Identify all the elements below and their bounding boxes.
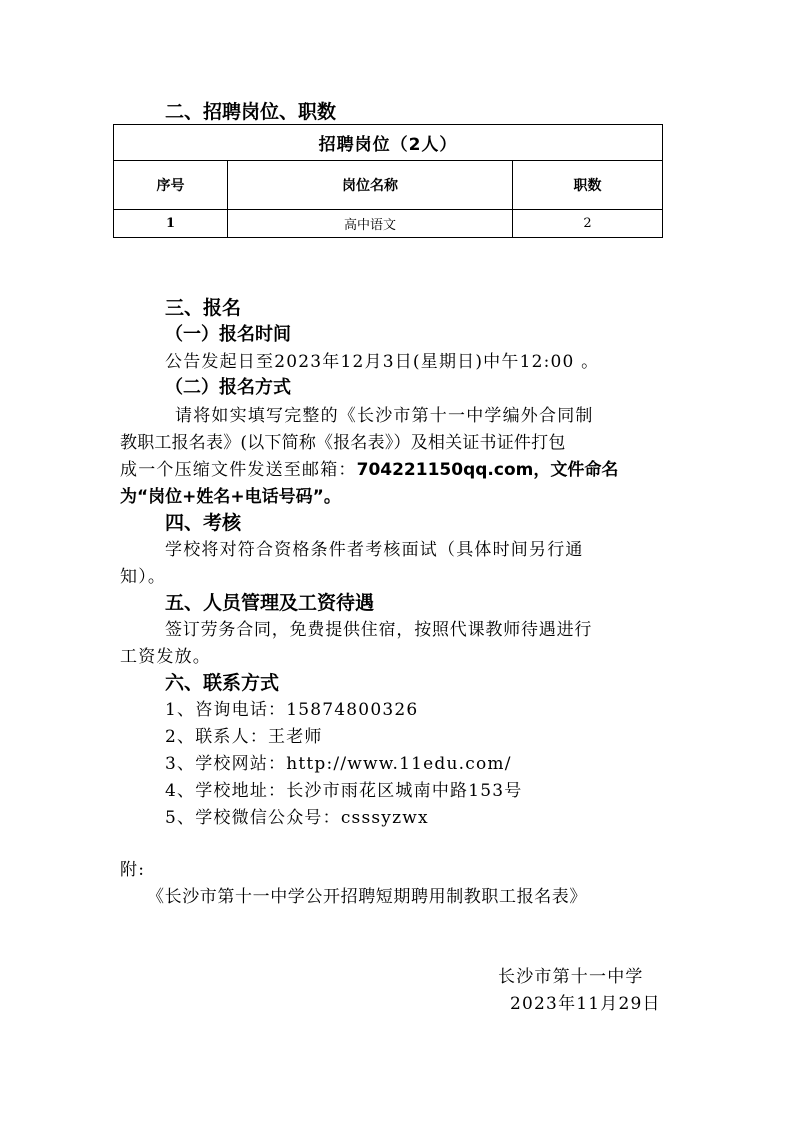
school-address: 4、学校地址：长沙市雨花区城南中路153号	[165, 781, 523, 801]
school-wechat: 5、学校微信公众号：csssyzwx	[165, 808, 429, 828]
subsection-2-heading: （二）报名方式	[165, 377, 291, 398]
management-line-1: 签订劳务合同，免费提供住宿，按照代课教师待遇进行	[165, 620, 593, 640]
file-naming-rule: 为“岗位+姓名+电话号码”。	[120, 487, 341, 507]
assessment-line-1: 学校将对符合资格条件者考核面试（具体时间另行通	[165, 540, 584, 560]
cell-index: 1	[114, 210, 228, 238]
table-caption: 招聘岗位（2人）	[114, 125, 663, 161]
section-5-heading: 五、人员管理及工资待遇	[165, 592, 375, 614]
management-line-2: 工资发放。	[120, 647, 211, 667]
table-row	[114, 210, 663, 238]
column-header-position: 岗位名称	[228, 161, 513, 210]
column-header-index: 序号	[114, 161, 228, 210]
subsection-1-heading: （一）报名时间	[165, 324, 291, 345]
contact-phone: 1、咨询电话：15874800326	[165, 700, 419, 720]
section-4-heading: 四、考核	[165, 512, 242, 534]
column-header-count: 职数	[513, 161, 663, 210]
registration-method-line-1: 请将如实填写完整的《长沙市第十一中学编外合同制	[175, 406, 594, 426]
table-header-row	[114, 161, 663, 210]
positions-table	[113, 124, 663, 238]
section-2-heading: 二、招聘岗位、职数	[165, 101, 337, 123]
cell-count: 2	[513, 210, 663, 238]
attachment-title: 《长沙市第十一中学公开招聘短期聘用制教职工报名表》	[147, 887, 587, 907]
registration-method-line-2: 教职工报名表》(以下简称《报名表》）及相关证书证件打包	[120, 433, 566, 453]
email-instruction: 成一个压缩文件发送至邮箱：	[120, 460, 357, 480]
section-3-heading: 三、报名	[165, 297, 242, 319]
cell-position: 高中语文	[228, 210, 513, 238]
school-website: 3、学校网站：http://www.11edu.com/	[165, 754, 512, 774]
email-address: 704221150qq.com，文件命名	[356, 460, 619, 480]
assessment-line-2: 知）。	[120, 567, 167, 587]
registration-time-text: 公告发起日至2023年12月3日(星期日)中午12:00 。	[165, 352, 600, 372]
signature-org: 长沙市第十一中学	[498, 967, 644, 987]
section-6-heading: 六、联系方式	[165, 672, 280, 694]
signature-date: 2023年11月29日	[510, 994, 661, 1014]
registration-method-line-3	[120, 455, 618, 480]
contact-person: 2、联系人：王老师	[165, 727, 323, 747]
attachment-label: 附:	[120, 860, 146, 880]
